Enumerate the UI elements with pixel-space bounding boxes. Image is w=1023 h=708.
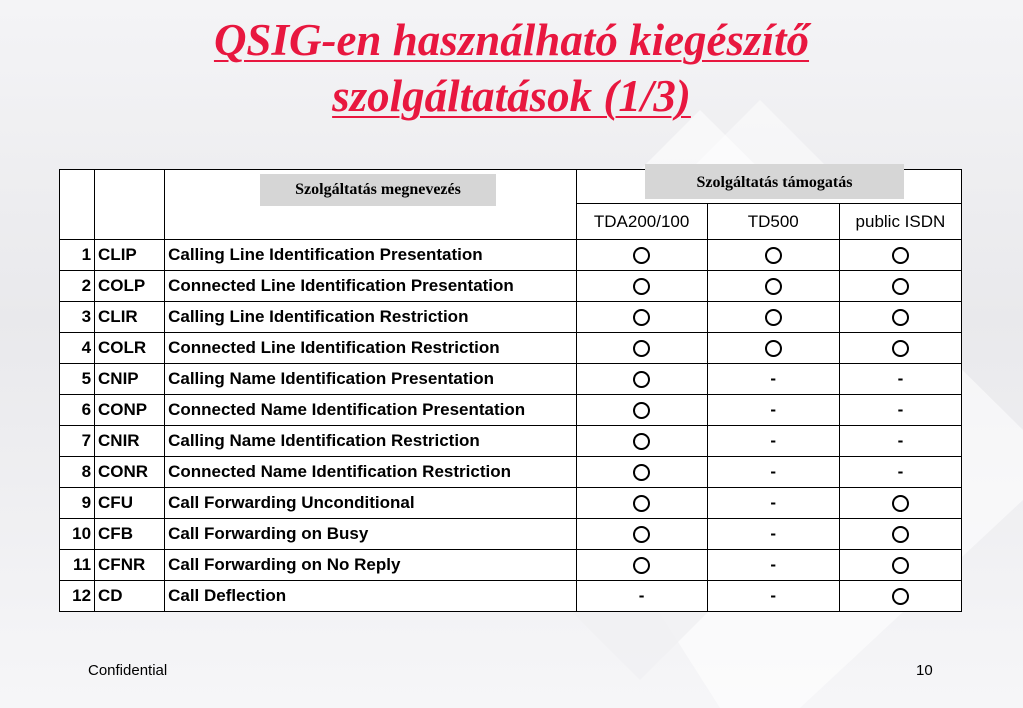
table-row (60, 488, 962, 519)
support-tda-cell (576, 302, 707, 333)
support-tda-cell (576, 364, 707, 395)
table-row (60, 240, 962, 271)
service-abbr: CFU (95, 488, 165, 519)
support-isdn-cell (839, 240, 961, 271)
table-row (60, 550, 962, 581)
service-abbr: CLIP (95, 240, 165, 271)
supported-circle-icon (633, 464, 650, 481)
support-td500-cell: - (707, 581, 839, 612)
table-row (60, 302, 962, 333)
service-name: Connected Name Identification Restriction (165, 457, 576, 488)
row-number: 9 (60, 488, 95, 519)
service-name: Calling Line Identification Restriction (165, 302, 576, 333)
supported-circle-icon (765, 309, 782, 326)
support-isdn-cell (839, 302, 961, 333)
support-td500-cell (707, 302, 839, 333)
service-name: Connected Name Identification Presentation (165, 395, 576, 426)
page-number: 10 (916, 662, 933, 679)
service-abbr: CD (95, 581, 165, 612)
support-td500-cell: - (707, 364, 839, 395)
support-isdn-cell: - (839, 395, 961, 426)
support-isdn-cell (839, 519, 961, 550)
supported-circle-icon (633, 309, 650, 326)
supported-circle-icon (892, 309, 909, 326)
service-name: Call Forwarding on No Reply (165, 550, 576, 581)
supported-circle-icon (892, 278, 909, 295)
support-tda-cell (576, 395, 707, 426)
support-isdn-cell (839, 271, 961, 302)
service-name: Connected Line Identification Restriction (165, 333, 576, 364)
support-isdn-cell (839, 581, 961, 612)
title-line-1: QSIG-en használható kiegészítő (213, 15, 810, 65)
service-abbr: CNIP (95, 364, 165, 395)
support-tda-cell (576, 550, 707, 581)
service-abbr: CLIR (95, 302, 165, 333)
title-line-2: szolgáltatások (1/3) (332, 71, 691, 121)
service-name: Calling Name Identification Restriction (165, 426, 576, 457)
service-name: Call Forwarding on Busy (165, 519, 576, 550)
row-number: 10 (60, 519, 95, 550)
row-number: 1 (60, 240, 95, 271)
header-abbr-cell (95, 170, 165, 240)
col-header-tda: TDA200/100 (576, 204, 707, 240)
services-table (59, 169, 962, 612)
service-abbr: COLR (95, 333, 165, 364)
support-isdn-cell: - (839, 364, 961, 395)
service-abbr: COLP (95, 271, 165, 302)
service-name-header-label: Szolgáltatás megnevezés (260, 174, 496, 206)
row-number: 8 (60, 457, 95, 488)
supported-circle-icon (892, 340, 909, 357)
row-number: 11 (60, 550, 95, 581)
service-name: Call Deflection (165, 581, 576, 612)
support-td500-cell: - (707, 488, 839, 519)
support-tda-cell (576, 271, 707, 302)
support-tda-cell (576, 519, 707, 550)
service-name: Connected Line Identification Presentation (165, 271, 576, 302)
support-td500-cell (707, 333, 839, 364)
supported-circle-icon (633, 247, 650, 264)
service-abbr: CONP (95, 395, 165, 426)
supported-circle-icon (633, 340, 650, 357)
support-tda-cell (576, 426, 707, 457)
table-row (60, 426, 962, 457)
support-td500-cell (707, 271, 839, 302)
footer-confidential: Confidential (88, 662, 168, 679)
supported-circle-icon (633, 526, 650, 543)
supported-circle-icon (892, 557, 909, 574)
support-isdn-cell: - (839, 457, 961, 488)
col-header-isdn: public ISDN (839, 204, 961, 240)
supported-circle-icon (633, 371, 650, 388)
supported-circle-icon (892, 495, 909, 512)
table-row (60, 333, 962, 364)
row-number: 12 (60, 581, 95, 612)
supported-circle-icon (633, 433, 650, 450)
row-number: 5 (60, 364, 95, 395)
support-td500-cell: - (707, 426, 839, 457)
service-abbr: CNIR (95, 426, 165, 457)
service-name: Call Forwarding Unconditional (165, 488, 576, 519)
supported-circle-icon (633, 278, 650, 295)
table-row (60, 519, 962, 550)
row-number: 3 (60, 302, 95, 333)
row-number: 7 (60, 426, 95, 457)
support-tda-cell (576, 488, 707, 519)
support-isdn-cell (839, 550, 961, 581)
support-isdn-cell (839, 488, 961, 519)
header-num-cell (60, 170, 95, 240)
supported-circle-icon (892, 588, 909, 605)
supported-circle-icon (892, 526, 909, 543)
supported-circle-icon (633, 495, 650, 512)
table-row (60, 581, 962, 612)
table-row (60, 457, 962, 488)
supported-circle-icon (765, 278, 782, 295)
support-tda-cell (576, 240, 707, 271)
support-tda-cell (576, 457, 707, 488)
support-td500-cell: - (707, 457, 839, 488)
table-row (60, 271, 962, 302)
service-name: Calling Line Identification Presentation (165, 240, 576, 271)
supported-circle-icon (765, 247, 782, 264)
service-abbr: CFNR (95, 550, 165, 581)
row-number: 6 (60, 395, 95, 426)
support-tda-cell (576, 333, 707, 364)
support-isdn-cell: - (839, 426, 961, 457)
support-tda-cell: - (576, 581, 707, 612)
service-abbr: CFB (95, 519, 165, 550)
row-number: 2 (60, 271, 95, 302)
supported-circle-icon (765, 340, 782, 357)
service-abbr: CONR (95, 457, 165, 488)
supported-circle-icon (892, 247, 909, 264)
support-td500-cell: - (707, 395, 839, 426)
support-isdn-cell (839, 333, 961, 364)
table-row (60, 395, 962, 426)
support-td500-cell: - (707, 519, 839, 550)
support-td500-cell: - (707, 550, 839, 581)
supported-circle-icon (633, 402, 650, 419)
support-td500-cell (707, 240, 839, 271)
service-name: Calling Name Identification Presentation (165, 364, 576, 395)
col-header-td500: TD500 (707, 204, 839, 240)
supported-circle-icon (633, 557, 650, 574)
page-title (0, 12, 1023, 124)
service-support-header-label: Szolgáltatás támogatás (645, 164, 904, 199)
table-row (60, 364, 962, 395)
row-number: 4 (60, 333, 95, 364)
